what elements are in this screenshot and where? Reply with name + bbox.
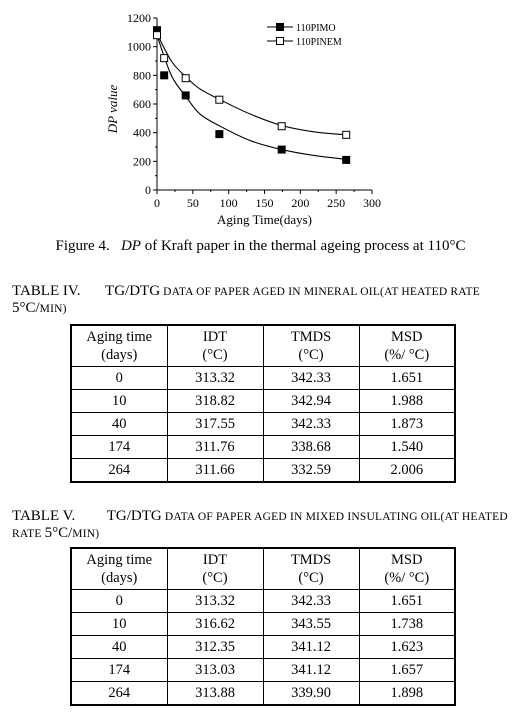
table4-header-cell: Aging time (days) [71, 325, 167, 367]
table-cell: 10 [71, 390, 167, 413]
table4-title [12, 283, 512, 317]
y-tick-label: 200 [133, 154, 151, 169]
y-tick-label: 400 [133, 125, 151, 140]
table5-title-end: MIN) [72, 528, 100, 540]
data-point-110PIMO [161, 72, 168, 79]
table5-title-sc: DATA OF PAPER AGED IN MIXED INSULATING OIL(AT HEATED RATE [12, 511, 508, 540]
data-point-110PIMO [182, 92, 189, 99]
table-cell: 174 [71, 659, 167, 682]
table-cell: 312.35 [167, 636, 263, 659]
table-cell: 317.55 [167, 413, 263, 436]
table-row [71, 459, 455, 483]
table-row [71, 613, 455, 636]
table-cell: 264 [71, 682, 167, 706]
y-tick-label: 600 [133, 97, 151, 111]
legend-label-110PIMO: 110PIMO [296, 23, 336, 34]
y-tick-label: 0 [145, 183, 151, 197]
table-cell: 0 [71, 367, 167, 390]
data-point-110PIMO [343, 156, 350, 163]
table5-header-cell: MSD (%/ °C) [359, 548, 455, 590]
table-row [71, 390, 455, 413]
data-point-110PINEM [278, 123, 285, 130]
table-row [71, 436, 455, 459]
table-row [71, 682, 455, 706]
table-row [71, 413, 455, 436]
y-tick-label: 1000 [127, 39, 151, 54]
table5 [70, 547, 456, 706]
table-cell: 311.76 [167, 436, 263, 459]
table-cell: 313.03 [167, 659, 263, 682]
table-cell: 40 [71, 413, 167, 436]
table-cell: 342.33 [263, 590, 359, 613]
figure-caption [0, 238, 521, 255]
legend-marker-110PIMO [277, 24, 284, 31]
table-row [71, 590, 455, 613]
x-tick-label: 50 [186, 196, 199, 210]
table-cell: 341.12 [263, 636, 359, 659]
legend-marker-110PINEM [277, 38, 284, 45]
table-cell: 313.32 [167, 367, 263, 390]
x-tick-label: 0 [154, 196, 160, 210]
table-cell: 318.82 [167, 390, 263, 413]
table4-title-sc: DATA OF PAPER AGED IN MINERAL OIL(AT HEATED RATE [160, 286, 480, 298]
table4-header-row [71, 325, 455, 367]
table5-title [12, 508, 512, 542]
x-tick-label: 300 [363, 196, 381, 210]
table4 [70, 324, 456, 483]
table-cell: 2.006 [359, 459, 455, 483]
data-point-110PINEM [182, 75, 189, 82]
table-row [71, 636, 455, 659]
data-point-110PINEM [161, 55, 168, 62]
table-cell: 40 [71, 636, 167, 659]
table4-title-main: TG/DTG [105, 283, 161, 299]
table-cell: 1.657 [359, 659, 455, 682]
table4-title-rate: 5°C/ [12, 300, 40, 316]
table-cell: 316.62 [167, 613, 263, 636]
table5-header-cell: TMDS (°C) [263, 548, 359, 590]
table-cell: 313.32 [167, 590, 263, 613]
table-cell: 1.873 [359, 413, 455, 436]
table4-header-cell: TMDS (°C) [263, 325, 359, 367]
table-cell: 342.94 [263, 390, 359, 413]
table-cell: 1.651 [359, 367, 455, 390]
table-cell: 342.33 [263, 413, 359, 436]
table-cell: 332.59 [263, 459, 359, 483]
table-cell: 339.90 [263, 682, 359, 706]
dp-chart [0, 0, 521, 232]
table-cell: 313.88 [167, 682, 263, 706]
series-fit-line-110PINEM [157, 34, 346, 135]
table-row [71, 367, 455, 390]
table-row [71, 659, 455, 682]
table4-title-end: MIN) [39, 303, 67, 315]
data-point-110PINEM [216, 96, 223, 103]
table5-header-cell: IDT (°C) [167, 548, 263, 590]
data-point-110PINEM [343, 131, 350, 138]
table-cell: 1.651 [359, 590, 455, 613]
y-tick-label: 800 [133, 68, 151, 83]
table5-header-row [71, 548, 455, 590]
x-tick-label: 100 [219, 196, 238, 210]
table-cell: 1.738 [359, 613, 455, 636]
table4-label: TABLE IV. [12, 283, 81, 299]
table-cell: 0 [71, 590, 167, 613]
x-axis-label: Aging Time(days) [217, 212, 312, 227]
figure-caption-italic: DP [120, 238, 141, 254]
table-cell: 174 [71, 436, 167, 459]
y-axis-label: DP value [105, 84, 120, 134]
figure-caption-text: of Kraft paper in the thermal ageing process at 110°C [140, 238, 466, 254]
table-cell: 342.33 [263, 367, 359, 390]
x-tick-label: 250 [327, 196, 346, 210]
table5-header-cell: Aging time (days) [71, 548, 167, 590]
table5-title-main: TG/DTG [106, 508, 162, 524]
table-cell: 10 [71, 613, 167, 636]
table-cell: 1.988 [359, 390, 455, 413]
data-point-110PIMO [278, 146, 285, 153]
table4-header-cell: IDT (°C) [167, 325, 263, 367]
data-point-110PINEM [154, 32, 161, 39]
table4-header-cell: MSD (%/ °C) [359, 325, 455, 367]
data-point-110PIMO [216, 131, 223, 138]
x-tick-label: 150 [255, 196, 274, 210]
table-cell: 1.898 [359, 682, 455, 706]
dp-chart-svg [0, 0, 521, 232]
table-cell: 338.68 [263, 436, 359, 459]
table-cell: 343.55 [263, 613, 359, 636]
table5-label: TABLE V. [12, 508, 76, 524]
table-cell: 264 [71, 459, 167, 483]
table-cell: 1.623 [359, 636, 455, 659]
table-cell: 1.540 [359, 436, 455, 459]
y-tick-label: 1200 [127, 11, 151, 25]
x-tick-label: 200 [291, 196, 310, 210]
table-cell: 311.66 [167, 459, 263, 483]
table-cell: 341.12 [263, 659, 359, 682]
table5-title-rate: 5°C/ [44, 525, 73, 541]
figure-caption-label: Figure 4. [55, 238, 110, 254]
legend-label-110PINEM: 110PINEM [296, 37, 342, 48]
